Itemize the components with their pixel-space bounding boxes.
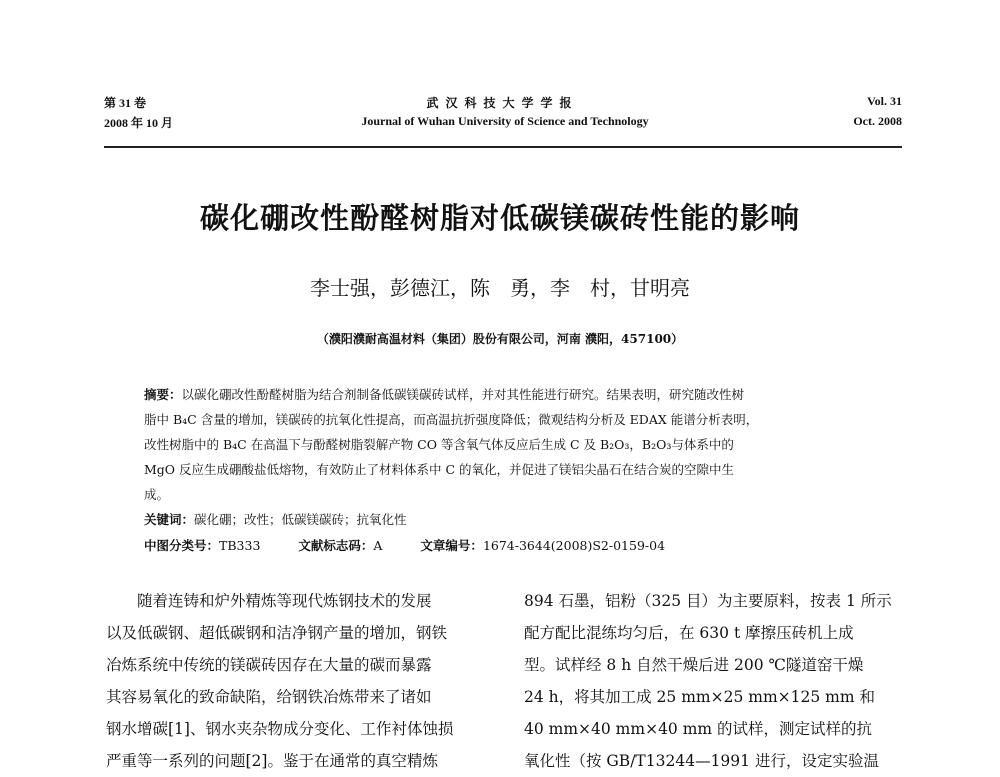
journal-name-cn: 武 汉 科 技 大 学 学 报 bbox=[426, 96, 574, 110]
body-line: 冶炼系统中传统的镁碳砖因存在大量的碳而暴露 bbox=[106, 656, 432, 674]
volume-en: Vol. 31 bbox=[867, 94, 902, 108]
abstract-line: 摘要：以碳化硼改性酚醛树脂为结合剂制备低碳镁碳砖试样，并对其性能进行研究。结果表明，研究随改性树 bbox=[144, 387, 745, 402]
body-line: 型。试样经 8 h 自然干燥后进 200 ℃隧道窑干燥 bbox=[524, 656, 864, 674]
abstract-label: 摘要： bbox=[144, 387, 182, 402]
body-line: 随着连铸和炉外精炼等现代炼钢技术的发展 bbox=[106, 592, 432, 610]
body-line: 配方配比混练均匀后，在 630 t 摩擦压砖机上成 bbox=[524, 624, 854, 642]
affiliation: （濮阳濮耐高温材料（集团）股份有限公司，河南 濮阳，457100） bbox=[316, 332, 684, 346]
body-line: 钢水增碳[1]、钢水夹杂物成分变化、工作衬体蚀损 bbox=[106, 720, 454, 738]
date-cn: 2008 年 10 月 bbox=[104, 116, 174, 130]
authors: 李士强，彭德江，陈 勇，李 村，甘明亮 bbox=[310, 276, 690, 300]
abstract-line: 成。 bbox=[144, 487, 170, 502]
journal-name-en: Journal of Wuhan University of Science and Technology bbox=[361, 114, 649, 128]
body-line: 以及低碳钢、超低碳钢和洁净钢产量的增加，钢铁 bbox=[106, 624, 448, 642]
abstract-line: MgO 反应生成硼酸盐低熔物，有效防止了材料体系中 C 的氧化，并促进了镁铝尖晶石在结合炭的空隙中生 bbox=[144, 462, 735, 477]
body-line: 严重等一系列的问题[2]。鉴于在通常的真空精炼 bbox=[106, 752, 438, 770]
date-en: Oct. 2008 bbox=[853, 114, 902, 128]
volume-cn: 第 31 卷 bbox=[104, 96, 147, 110]
body-line: 24 h，将其加工成 25 mm×25 mm×125 mm 和 bbox=[524, 688, 875, 706]
right-column bbox=[524, 585, 892, 777]
body-line: 40 mm×40 mm×40 mm 的试样，测定试样的抗 bbox=[524, 720, 873, 738]
body-line: 其容易氧化的致命缺陷，给钢铁冶炼带来了诸如 bbox=[106, 688, 432, 706]
paper-title: 碳化硼改性酚醛树脂对低碳镁碳砖性能的影响 bbox=[199, 201, 800, 235]
body-line: 894 石墨，铝粉（325 目）为主要原料，按表 1 所示 bbox=[524, 592, 892, 610]
header-rule bbox=[104, 146, 902, 148]
abstract-line: 脂中 B₄C 含量的增加，镁碳砖的抗氧化性提高，而高温抗折强度降低；微观结构分析及 EDAX 能谱分析表明， bbox=[144, 412, 759, 427]
keywords-label: 关键词： bbox=[144, 512, 195, 527]
body-line: 氧化性（按 GB/T13244—1991 进行，设定实验温 bbox=[524, 752, 879, 770]
keywords: 关键词：碳化硼；改性；低碳镁碳砖；抗氧化性 bbox=[144, 512, 407, 527]
left-column bbox=[106, 585, 453, 777]
classification: 中图分类号：TB333 文献标志码：A 文章编号：1674-3644(2008)S2-0159-04 bbox=[144, 538, 666, 553]
abstract-line: 改性树脂中的 B₄C 在高温下与酚醛树脂裂解产物 CO 等含氧气体反应后生成 C 及 B₂O₃，B₂O₃与体系中的 bbox=[144, 437, 734, 452]
